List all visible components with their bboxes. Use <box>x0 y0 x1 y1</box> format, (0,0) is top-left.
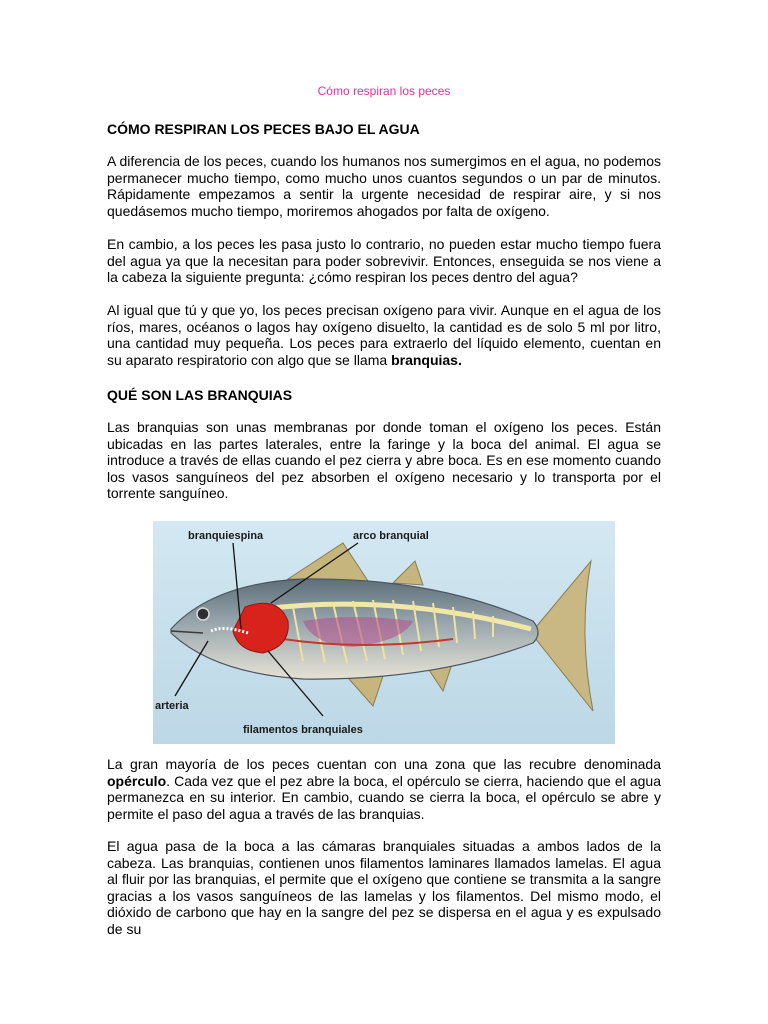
heading-que-son-branquias: QUÉ SON LAS BRANQUIAS <box>107 387 293 403</box>
label-branquiespina: branquiespina <box>188 530 264 542</box>
paragraph-6: El agua pasa de la boca a las cámaras branquiales situadas a ambos lados de la cabeza. Las branquias, contienen unos filamentos laminares llamados lamelas. El agua al fluir por las branquias, el permite que el oxígeno que contiene se transmita a la sangre gracias a los vasos sanguíneos de las lamelas y los filamentos. Del mismo modo, el dióxido de carbono que hay en la sangre del pez se dispersa en el agua y es expulsado de su <box>107 838 661 937</box>
paragraph-5-pre: La gran mayoría de los peces cuentan con una zona que las recubre denominada <box>107 756 661 772</box>
fish-diagram-svg <box>153 521 615 744</box>
paragraph-1: A diferencia de los peces, cuando los humanos nos sumergimos en el agua, no podemos permanecer mucho tiempo, como mucho unos cuantos segundos o un par de minutos. Rápidamente empezamos a sentir la urgente necesidad de respirar aire, y si nos quedásemos mucho tiempo, moriremos ahogados por falta de oxígeno. <box>107 153 661 219</box>
eye <box>197 608 209 620</box>
paragraph-5 <box>107 756 661 822</box>
paragraph-3-bold: branquias. <box>391 351 462 368</box>
paragraph-2: En cambio, a los peces les pasa justo lo contrario, no pueden estar mucho tiempo fuera del agua ya que la necesitan para poder sobrevivir. Entonces, enseguida se nos viene a la cabeza la siguiente pregunta: ¿cómo respiran los peces dentro del agua? <box>107 236 661 285</box>
paragraph-4: Las branquias son unas membranas por donde toman el oxígeno los peces. Están ubicadas en las partes laterales, entre la faringe y la boca del animal. El agua se introduce a través de ellas cuando el pez cierra y abre boca. Es en ese momento cuando los vasos sanguíneos del pez absorben el oxígeno necesario y lo transporta por el torrente sanguíneo. <box>107 419 661 501</box>
paragraph-3 <box>107 302 661 368</box>
heading-como-respiran: CÓMO RESPIRAN LOS PECES BAJO EL AGUA <box>107 121 420 137</box>
paragraph-5-post: . Cada vez que el pez abre la boca, el opérculo se cierra, haciendo que el agua permanezca en su interior. En cambio, cuando se cierra la boca, el opérculo se abre y permite el paso del agua a través de las branquias. <box>107 772 661 822</box>
document-title: Cómo respiran los peces <box>317 84 451 98</box>
label-arteria: arteria <box>155 700 189 712</box>
paragraph-5-bold: opérculo <box>107 772 167 789</box>
label-arco-branquial: arco branquial <box>353 530 429 542</box>
label-filamentos-branquiales: filamentos branquiales <box>243 724 363 736</box>
paragraph-3-text: Al igual que tú y que yo, los peces precisan oxígeno para vivir. Aunque en el agua de los ríos, mares, océanos o lagos hay oxígeno disuelto, la cantidad es de solo 5 ml por litro, una cantidad muy pequeña. Los peces para extraerlo del líquido elemento, cuentan en su aparato respiratorio con algo que se llama <box>107 302 661 368</box>
fish-gill-diagram <box>153 521 615 744</box>
